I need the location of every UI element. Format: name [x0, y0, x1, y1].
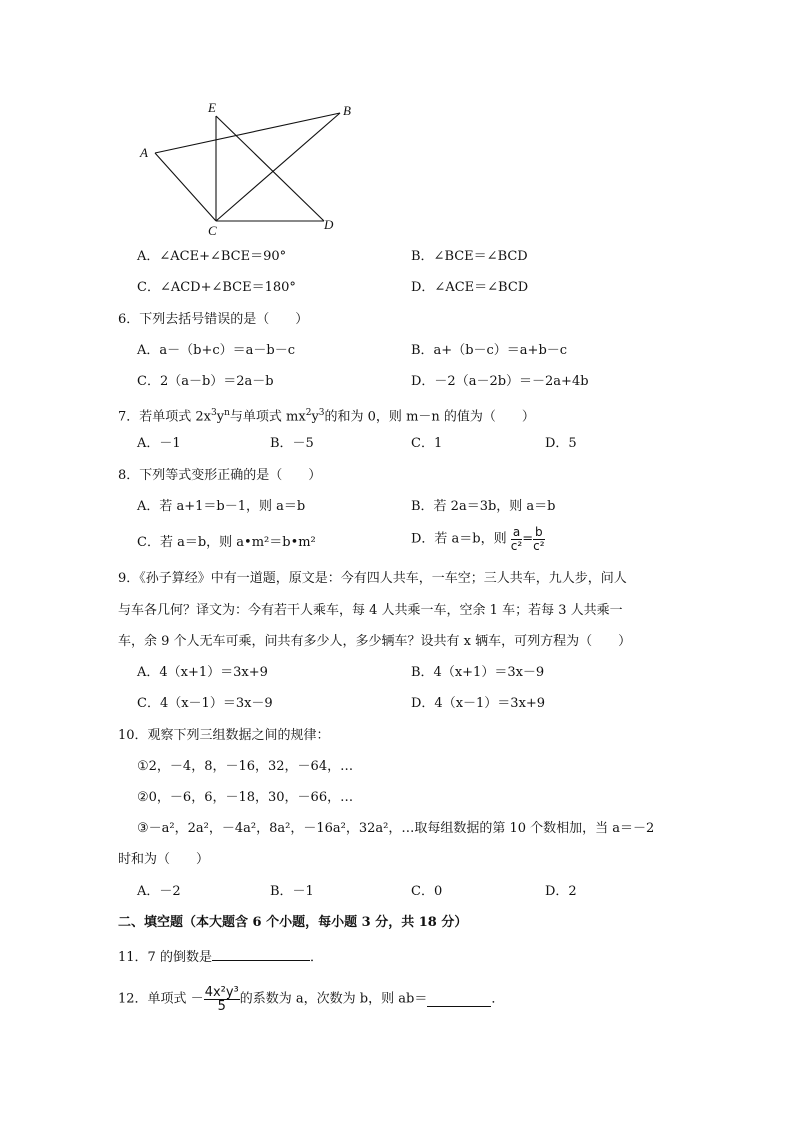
q7-stem	[118, 404, 535, 426]
q10-stem: 10．观察下列三组数据之间的规律：	[118, 728, 330, 743]
q12-prefix: 12．单项式 －	[118, 991, 204, 1007]
q7-exp4: 3	[318, 408, 325, 418]
q6-option-d[interactable]: D．－2（a－2b）＝－2a+4b	[411, 374, 589, 389]
q12-fraction	[204, 986, 240, 1013]
q5-option-b[interactable]: B．∠BCE＝∠BCD	[411, 249, 528, 264]
q7-exp3: 2	[305, 408, 312, 418]
q5-option-a[interactable]: A．∠ACE+∠BCE＝90°	[137, 249, 287, 264]
q8-d-frac2-num: b	[535, 525, 543, 539]
q11-answer-blank[interactable]	[212, 946, 310, 961]
geometry-figure	[130, 98, 390, 238]
q7-stem-prefix: 7．若单项式 2x	[118, 409, 212, 425]
q5-option-c[interactable]: C．∠ACD+∠BCE＝180°	[137, 280, 296, 295]
q12-end: ．	[491, 991, 505, 1007]
q8-d-frac1-den: c²	[510, 539, 523, 553]
q8-d-equals: =	[522, 531, 534, 547]
q7-stem-mid2: 与单项式 mx	[229, 409, 306, 425]
label-C: C	[208, 223, 217, 238]
q7-stem-mid3: y	[311, 409, 319, 425]
q10-row2: ②0，－6，6，－18，30，－66，…	[137, 790, 354, 805]
q10-row4: 时和为（ ）	[118, 852, 210, 867]
q9-line3: 车，余 9 个人无车可乘，问共有多少人，多少辆车？设共有 x 辆车，可列方程为（ ）	[118, 634, 632, 649]
label-B: B	[343, 103, 351, 118]
segment-CB	[216, 113, 340, 221]
q8-d-frac2-den: c²	[533, 539, 545, 553]
q7-option-c[interactable]: C．1	[411, 436, 443, 451]
q7-stem-mid1: y	[216, 409, 225, 425]
q11-prefix: 11．7 的倒数是	[118, 950, 212, 965]
q12-answer-blank[interactable]	[427, 992, 491, 1007]
q12-frac-den: 5	[217, 999, 226, 1014]
q7-exp1: 3	[211, 408, 217, 418]
q8-option-c[interactable]: C．若 a＝b，则 a•m²＝b•m²	[137, 535, 316, 550]
q9-line2: 与车各几何？译文为：今有若干人乘车，每 4 人共乘一车，空余 1 车；若每 3 人共乘一	[118, 603, 623, 618]
label-E: E	[208, 100, 216, 115]
q9-option-c[interactable]: C．4（x－1）＝3x－9	[137, 696, 273, 711]
q10-option-d[interactable]: D．2	[545, 884, 577, 899]
q6-option-b[interactable]: B．a+（b－c）＝a+b－c	[411, 343, 568, 358]
q8-stem: 8．下列等式变形正确的是（ ）	[118, 468, 322, 483]
q10-option-b[interactable]: B．－1	[270, 884, 314, 899]
q9-option-b[interactable]: B．4（x+1）＝3x－9	[411, 665, 545, 680]
q6-option-a[interactable]: A．a－（b+c）＝a－b－c	[137, 343, 295, 358]
q8-d-fraction-right	[533, 526, 544, 553]
q7-option-b[interactable]: B．－5	[270, 436, 314, 451]
segment-AC	[155, 153, 216, 221]
q8-option-a[interactable]: A．若 a+1＝b－1，则 a＝b	[137, 499, 306, 514]
q7-option-d[interactable]: D．5	[545, 436, 577, 451]
q7-stem-suffix: 的和为 0，则 m－n 的值为（ ）	[324, 409, 535, 425]
q9-option-a[interactable]: A．4（x+1）＝3x+9	[137, 665, 268, 680]
q6-option-c[interactable]: C．2（a－b）＝2a－b	[137, 374, 274, 389]
q8-option-b[interactable]: B．若 2a＝3b，则 a＝b	[411, 499, 556, 514]
q8-d-fraction-left	[511, 526, 522, 553]
q5-option-d[interactable]: D．∠ACE＝∠BCD	[411, 280, 529, 295]
q10-row1: ①2，－4，8，－16，32，－64，…	[137, 759, 354, 774]
q11-suffix: ．	[309, 950, 323, 965]
q7-exp2: n	[224, 408, 230, 418]
q7-option-a[interactable]: A．－1	[137, 436, 181, 451]
q10-row3: ③－a²，2a²，－4a²，8a²，－16a²，32a²，…取每组数据的第 10 个数相加，当 a＝－2	[137, 821, 655, 836]
label-D: D	[324, 217, 334, 232]
label-A: A	[140, 145, 148, 160]
q12-suffix: 的系数为 a，次数为 b，则 ab＝	[239, 991, 428, 1007]
section-2-heading: 二、填空题（本大题含 6 个小题，每小题 3 分，共 18 分）	[118, 915, 468, 930]
q9-line1: 9．《孙子算经》中有一道题，原文是：今有四人共车，一车空；三人共车，九人步，问人	[118, 571, 627, 586]
q8-option-d[interactable]	[411, 526, 545, 553]
q6-stem: 6．下列去括号错误的是（ ）	[118, 312, 309, 327]
q8-d-frac1-num: a	[511, 526, 522, 540]
q12	[118, 986, 504, 1013]
q12-frac-num: 4x²y³	[204, 985, 239, 1000]
q9-option-d[interactable]: D．4（x－1）＝3x+9	[411, 696, 546, 711]
q10-option-a[interactable]: A．－2	[137, 884, 181, 899]
segment-ED	[216, 116, 324, 221]
q11	[118, 946, 323, 967]
q10-option-c[interactable]: C．0	[411, 884, 443, 899]
q8-d-prefix: D．若 a＝b，则	[411, 531, 507, 547]
